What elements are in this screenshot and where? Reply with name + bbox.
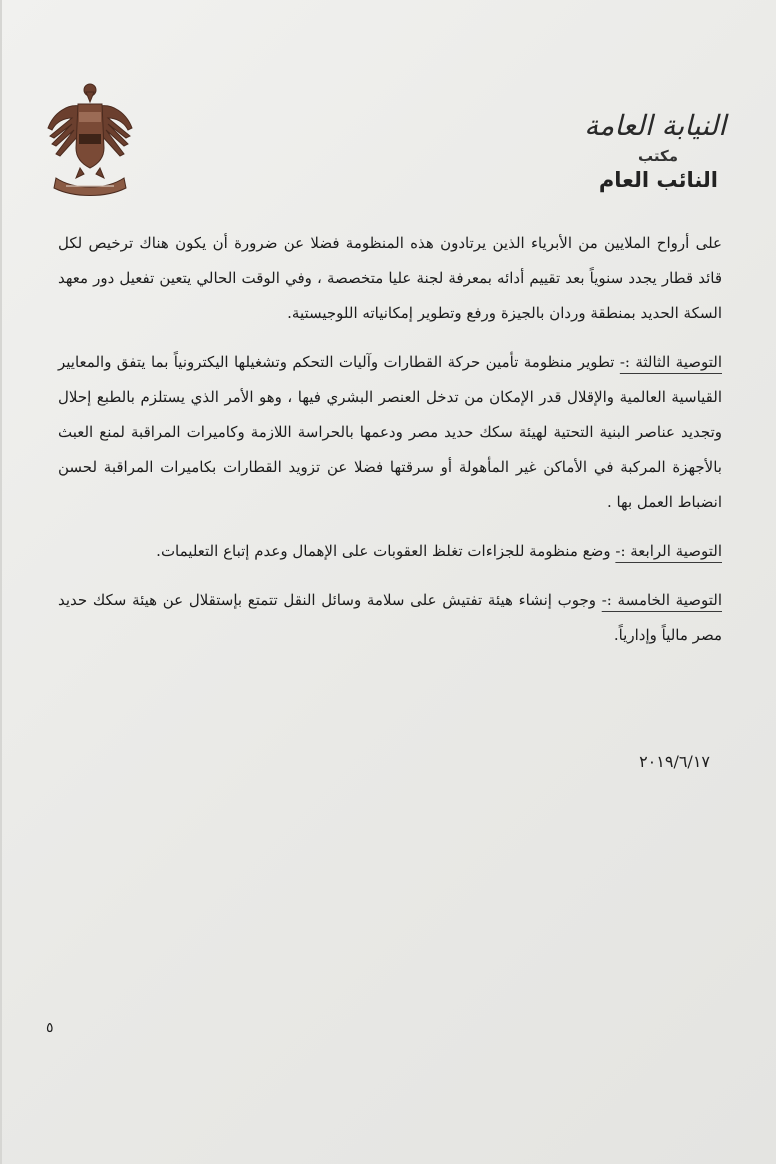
page-number: ٥: [46, 1020, 54, 1036]
paragraph-continuation: [58, 226, 722, 331]
paragraph-recommendation-5: [58, 583, 722, 653]
office-label: مكتب: [637, 147, 678, 165]
paragraph-recommendation-3: [58, 345, 722, 520]
recommendation-label: التوصية الخامسة :-: [601, 591, 722, 609]
paragraph-text: على أرواح الملايين من الأبرياء الذين يرتادون هذه المنظومة فضلا عن ضرورة أن يكون هناك ترخيص لكل قائد قطار يجدد سنوياً بعد تقييم أدائه بمعرفة لجنة عليا متخصصة ، وفي الوقت الحالي يتعين تفعيل دور معهد السكة الحديد بمنطقة وردان بالجيزة ورفع وتطوير إمكانياته اللوجيستية.: [58, 234, 722, 322]
eagle-emblem-icon: [46, 78, 134, 200]
recommendation-label: التوصية الرابعة :-: [615, 542, 722, 560]
document-body: [58, 226, 722, 667]
paragraph-text: وضع منظومة للجزاءات تغلظ العقوبات على الإهمال وعدم إتباع التعليمات.: [156, 542, 616, 560]
paragraph-recommendation-4: [58, 534, 722, 569]
document-date: ٢٠١٩/٦/١٧: [639, 752, 710, 771]
recommendation-label: التوصية الثالثة :-: [619, 353, 722, 371]
letterhead: [466, 106, 726, 194]
paragraph-text: تطوير منظومة تأمين حركة القطارات وآليات التحكم وتشغيلها اليكترونياً بما يتفق والمعايير القياسية العالمية والإقلال قدر الإمكان من تدخل العنصر البشري فيها ، وهو الأمر الذي يستلزم بالطبع إحلال وتجديد عناصر البنية التحتية لهيئة سكك حديد مصر ودعمها بالحراسة اللازمة وكاميرات المراقبة لمنع العبث بالأجهزة المركبة في الأماكن غير المأهولة أو سرقتها فضلا عن تزويد القطارات بكاميرات المراقبة لحسن انضباط العمل بها .: [58, 353, 722, 511]
paragraph-text: وجوب إنشاء هيئة تفتيش على سلامة وسائل النقل تتمتع بإستقلال عن هيئة سكك حديد مصر مالياً وإدارياً.: [58, 591, 722, 644]
office-title: النائب العام: [598, 168, 718, 192]
organization-name: النيابة العامة: [584, 109, 726, 142]
